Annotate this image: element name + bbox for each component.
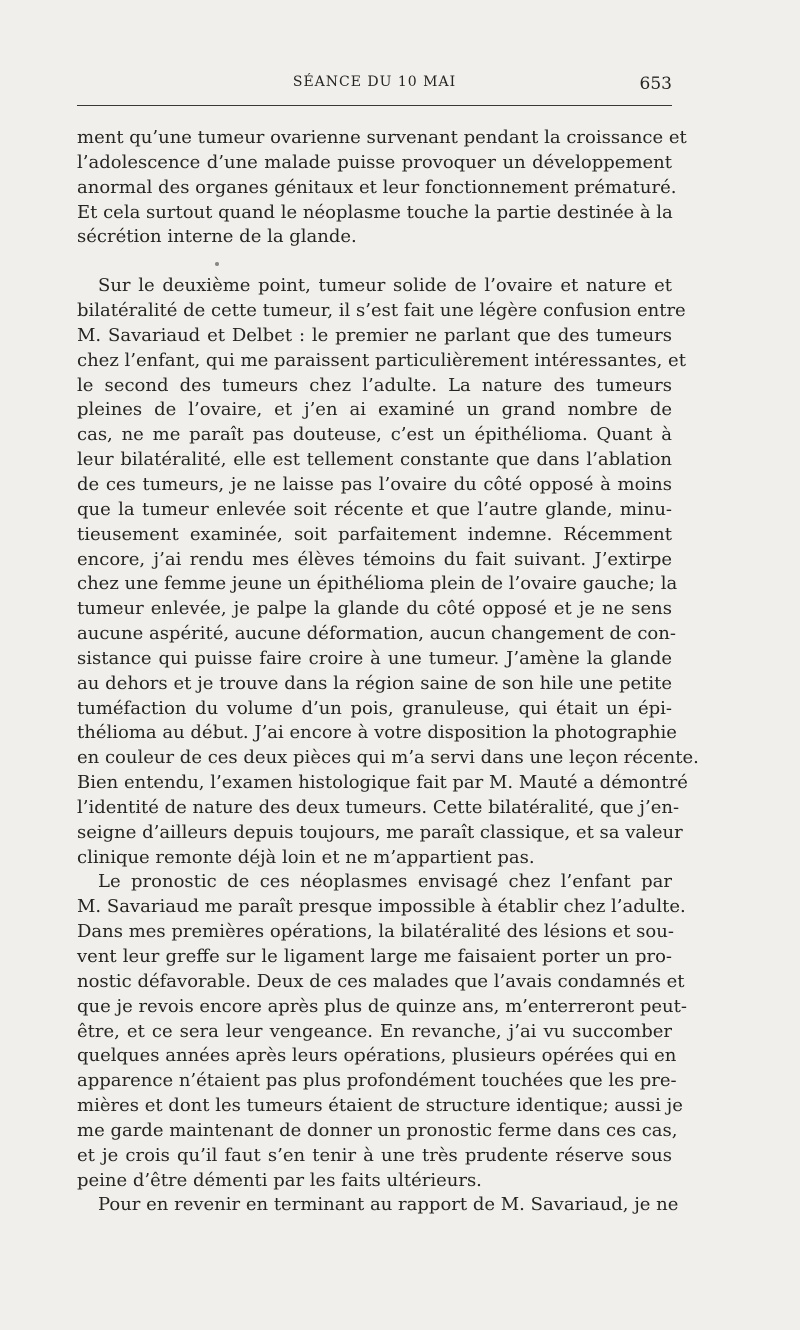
text-line: Sur le deuxième point, tumeur solide de l’ovaire et nature et <box>98 275 672 297</box>
text-line: seigne d’ailleurs depuis toujours, me paraît classique, et sa valeur <box>77 821 683 843</box>
text-line: mières et dont les tumeurs étaient de structure identique; aussi je <box>77 1095 683 1117</box>
text-line: sécrétion interne de la glande. <box>77 226 357 248</box>
text-line: vent leur greffe sur le ligament large me faisaient porter un pro- <box>77 946 672 967</box>
header-rule <box>77 105 672 106</box>
text-line: et je crois qu’il faut s’en tenir à une très prudente réserve sous <box>77 1144 672 1166</box>
text-line: cas, ne me paraît pas douteuse, c’est un épithélioma. Quant à <box>77 424 672 446</box>
text-line: ment qu’une tumeur ovarienne survenant pendant la croissance et <box>77 127 687 148</box>
text-line: thélioma au début. J’ai encore à votre disposition la photographie <box>77 722 677 744</box>
text-line: quelques années après leurs opérations, plusieurs opérées qui en <box>77 1045 677 1067</box>
text-line: tuméfaction du volume d’un pois, granuleuse, qui était un épi- <box>77 697 672 719</box>
text-line: Dans mes premières opérations, la bilatéralité des lésions et sou- <box>77 921 674 943</box>
text-line: Pour en revenir en terminant au rapport de M. Savariaud, je ne <box>98 1194 679 1216</box>
text-line: aucune aspérité, aucune déformation, aucun changement de con- <box>77 623 676 645</box>
text-line: tumeur enlevée, je palpe la glande du côté opposé et je ne sens <box>77 598 672 620</box>
text-line: tieusement examinée, soit parfaitement indemne. Récemment <box>77 523 672 545</box>
text-line: apparence n’étaient pas plus profondément touchées que les pre- <box>77 1070 677 1092</box>
text-line: que la tumeur enlevée soit récente et que l’autre glande, minu- <box>77 498 672 520</box>
text-line: pleines de l’ovaire, et j’en ai examiné un grand nombre de <box>77 399 672 421</box>
text-line: peine d’être démenti par les faits ultérieurs. <box>77 1169 482 1191</box>
text-line: en couleur de ces deux pièces qui m’a servi dans une leçon récente. <box>77 747 699 769</box>
running-head <box>77 74 672 98</box>
text-line: Et cela surtout quand le néoplasme touche la partie destinée à la <box>77 201 673 223</box>
text-line: clinique remonte déjà loin et ne m’appartient pas. <box>77 846 535 868</box>
text-line: que je revois encore après plus de quinze ans, m’enterreront peut- <box>77 995 687 1017</box>
text-line: nostic défavorable. Deux de ces malades que l’avais condamnés et <box>77 970 685 992</box>
text-line: anormal des organes génitaux et leur fonctionnement prématuré. <box>77 176 677 198</box>
text-line: de ces tumeurs, je ne laisse pas l’ovaire du côté opposé à moins <box>77 473 672 495</box>
page-number: 653 <box>639 74 672 94</box>
text-line: au dehors et je trouve dans la région saine de son hile une petite <box>77 672 672 694</box>
text-line: Le pronostic de ces néoplasmes envisagé chez l’enfant par <box>98 871 672 893</box>
running-title: SÉANCE DU 10 MAI <box>292 74 457 90</box>
text-line: sistance qui puisse faire croire à une tumeur. J’amène la glande <box>77 647 672 669</box>
text-line: M. Savariaud et Delbet : le premier ne parlant que des tumeurs <box>77 324 672 346</box>
text-line: l’adolescence d’une malade puisse provoquer un développement <box>77 151 672 173</box>
body-text <box>77 126 699 1218</box>
text-line: me garde maintenant de donner un pronostic ferme dans ces cas, <box>77 1119 678 1141</box>
text-line: le second des tumeurs chez l’adulte. La nature des tumeurs <box>77 374 672 396</box>
text-line: leur bilatéralité, elle est tellement constante que dans l’ablation <box>77 449 672 471</box>
text-line: être, et ce sera leur vengeance. En revanche, j’ai vu succomber <box>77 1020 672 1042</box>
text-line: chez l’enfant, qui me paraissent particulièrement intéressantes, et <box>77 349 686 371</box>
text-line: M. Savariaud me paraît presque impossible à établir chez l’adulte. <box>77 896 686 918</box>
text-line: Bien entendu, l’examen histologique fait par M. Mauté a démontré <box>77 772 688 794</box>
text-line: encore, j’ai rendu mes élèves témoins du fait suivant. J’extirpe <box>77 548 672 570</box>
text-line: bilatéralité de cette tumeur, il s’est fait une légère confusion entre <box>77 300 686 322</box>
text-line: chez une femme jeune un épithélioma plein de l’ovaire gauche; la <box>77 573 678 595</box>
text-line: l’identité de nature des deux tumeurs. Cette bilatéralité, que j’en- <box>77 796 680 818</box>
